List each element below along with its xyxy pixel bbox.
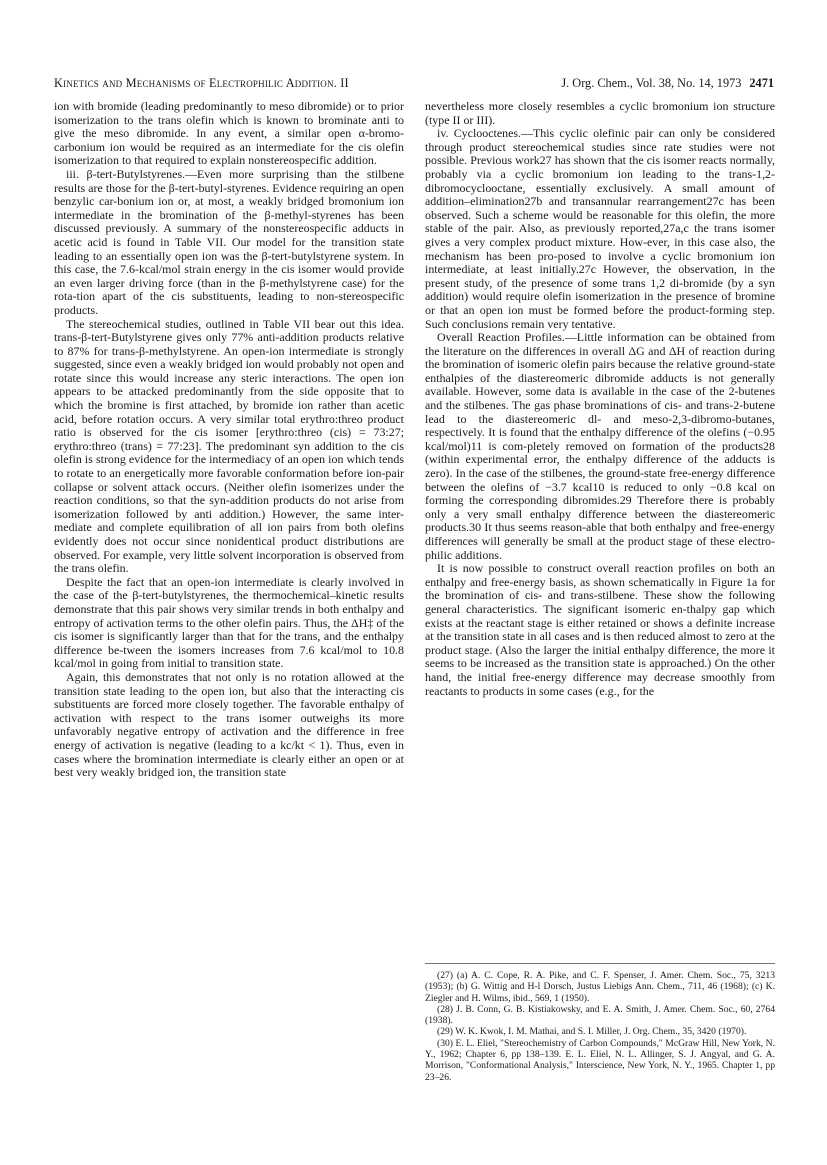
page-number: 2471 bbox=[749, 76, 774, 90]
paragraph-beta-tert-butylstyrenes: iii. β-tert-Butylstyrenes.—Even more surprising than the stilbene results are those for the β-tert-butyl-styrenes. Evidence requiring an open benzylic car-bonium ion or, at most, a weakly bridged bromonium ion intermediate in the bromination of the β-methyl-styrenes has been discussed previously. A summary of the nonstereospecific adducts in acetic acid is found in Table VII. Our model for the transition state leading to an essentially open ion was the β-tert-butylstyrene system. In this case, the 7.6-kcal/mol strain energy in the cis isomer would provide an even larger driving force (than in the β-methylstyrene case) for the rota-tion apart of the cis substituents, leading to non-stereospecific products. bbox=[54, 166, 404, 317]
journal-citation: J. Org. Chem., Vol. 38, No. 14, 1973 bbox=[561, 76, 742, 90]
footnote: (29) W. K. Kwok, I. M. Mathai, and S. I. Miller, J. Org. Chem., 35, 3420 (1970). bbox=[437, 1026, 747, 1038]
right-column bbox=[425, 100, 775, 698]
footnotes bbox=[425, 963, 775, 1083]
paragraph: It is now possible to construct overall reaction profiles on both an enthalpy and free-energy basis, as shown schematically in Figure 1a for the bromination of cis- and trans-stilbene. These show the following general characteristics. The significant isomeric en-thalpy gap which exists at the reactant stage is either retained or shows a definite increase at the transition state in all cases and is then reduced almost to zero at the product stage. (Also the larger the initial enthalpy difference, the more it seems to be increased as the transition state is approached.) On the other hand, the initial free-energy difference may decrease smoothly from reactants to products in some cases (e.g., for the bbox=[425, 561, 775, 698]
paragraph: Again, this demonstrates that not only is no rotation allowed at the transition state leading to the open ion, but also that the interacting cis substituents are forced more closely together. The favorable enthalpy of activation with respect to the trans isomer outweighs its more unfavorably negative entropy of activation and the difference in free energy of activation is negative (leading to a kc/kt < 1). Thus, even in cases where the bromination intermediate is clearly either an open or at best very weakly bridged ion, the transition state bbox=[54, 669, 404, 780]
paragraph-overall-reaction-profiles: Overall Reaction Profiles.—Little information can be obtained from the literature on the differences in overall ΔG and ΔH of reaction during the bromination of isomeric olefin pairs because the relative ground-state enthalpies of the diastereomeric dibromide adducts is not generally available. However, some data is available in the case of the 2-butenes and the stilbenes. The gas phase brominations of cis- and trans-2-butene lead to the diastereomeric dl- and meso-2,3-dibromo-butanes, respectively. It is found that the enthalpy difference of the olefins (−0.95 kcal/mol)11 is com-pletely removed on formation of the products28 (within experimental error, the enthalpy difference of the adducts is zero). In the case of the stilbenes, the ground-state free-energy difference between the olefins of −3.7 kcal10 is reduced to only −0.8 kcal on forming the corresponding dibromides.29 Therefore there is probably only a very small enthalpy difference between the diastereomeric products.30 It thus seems reason-able that both enthalpy and free-energy differences will generally be small at the product stage of these electro-philic additions. bbox=[425, 330, 775, 562]
paragraph: nevertheless more closely resembles a cyclic bromonium ion structure (type II or III). bbox=[425, 99, 775, 127]
footnote: (27) (a) A. C. Cope, R. A. Pike, and C. F. Spenser, J. Amer. Chem. Soc., 75, 3213 (1953); (b) G. Wittig and H-l Dorsch, Justus Liebigs Ann. Chem., 711, 46 (1968); (c) K. Ziegler and H. Wilms, ibid., 569, 1 (1950). bbox=[425, 970, 775, 1004]
footnote: (30) E. L. Eliel, "Stereochemistry of Carbon Compounds," McGraw Hill, New York, N. Y., 1962; Chapter 6, pp 138–139. E. L. Eliel, N. L. Allinger, S. J. Angyal, and G. A. Morrison, "Conformational Analysis," Interscience, New York, N. Y., 1965. Chapter 1, pp 23–26. bbox=[425, 1037, 775, 1083]
footnote: (28) J. B. Conn, G. B. Kistiakowsky, and E. A. Smith, J. Amer. Chem. Soc., 60, 2764 (1938). bbox=[425, 1003, 775, 1027]
running-head-journal-info bbox=[561, 76, 774, 91]
paragraph: ion with bromide (leading predominantly to meso dibromide) or to prior isomerization to the trans olefin which is known to brominate anti to give the meso dibromide. In any event, a similar open α-bromo-carbonium ion would be required as an intermediate for the cis olefin isomerization to that required to explain nonstereospecific addition. bbox=[54, 99, 404, 168]
running-head-title: Kinetics and Mechanisms of Electrophilic Addition. II bbox=[54, 76, 349, 90]
left-column bbox=[54, 100, 404, 780]
paragraph-cyclooctenes: iv. Cyclooctenes.—This cyclic olefinic pair can only be considered through product stereochemical studies since rate studies were not possible. Previous work27 has shown that the cis isomer reacts normally, probably via a cyclic bromonium ion leading to the trans-1,2-dibromocyclooctane, essentially exclusively. A small amount of addition–elimination27b and transannular rearrangement27c has been observed. Such a scheme would be reasonable for this olefin, the more stable of the pair. Also, as previously reported,27a,c the trans isomer gives a very complex product mixture. How-ever, in this case also, the mechanism has been pro-posed to involve a cyclic bromonium ion intermediate, at least initially.27c However, the observation, in the present study, of the presence of some trans 1,2 di-bromide (by a syn addition) would require olefin isomerization in the presence of bromine or that an open ion must be formed before the product-forming step. Such conclusions remain very tentative. bbox=[425, 126, 775, 331]
running-head bbox=[54, 76, 774, 94]
paragraph: The stereochemical studies, outlined in Table VII bear out this idea. trans-β-tert-Butylstyrene gives only 77% anti-addition products relative to 87% for trans-β-methylstyrene. An open-ion intermediate is strongly suggested, since even a weakly bridged ion would probably not open and rotate since this would increase any steric interactions. The open ion appears to be attacked predominantly from the side opposite that to which the bromine is first attached, by bromide ion rather than acetic acid, before rotation occurs. A very similar total erythro:threo product ratio is observed for the cis isomer [erythro:threo (cis) = 73:27; erythro:threo (trans) = 77:23]. The predominant syn addition to the cis olefin is strong evidence for the intermediacy of an open ion which tends to rotate to an energetically more favorable conformation before ion-pair collapse or solvent attack occurs. (Neither olefin isomerizes under the reaction conditions, so that the syn-addition products do not arise from isomerization followed by anti addition.) However, the same inter-mediate and complete equilibration of all ion pairs from both olefins evidently does not occur since nonidentical product distributions are observed. For example, very little solvent incorporation is observed from the trans olefin. bbox=[54, 316, 404, 576]
paragraph: Despite the fact that an open-ion intermediate is clearly involved in the case of the β-tert-butylstyrenes, the thermochemical–kinetic results demonstrate that this pair shows very similar trends in both enthalpy and entropy of activation terms to the other olefin pairs. Thus, the ΔH‡ of the cis isomer is significantly larger than that for the trans, and the enthalpy difference be-tween the isomers increases from 7.6 kcal/mol to 10.8 kcal/mol in going from initial to transition state. bbox=[54, 574, 404, 671]
